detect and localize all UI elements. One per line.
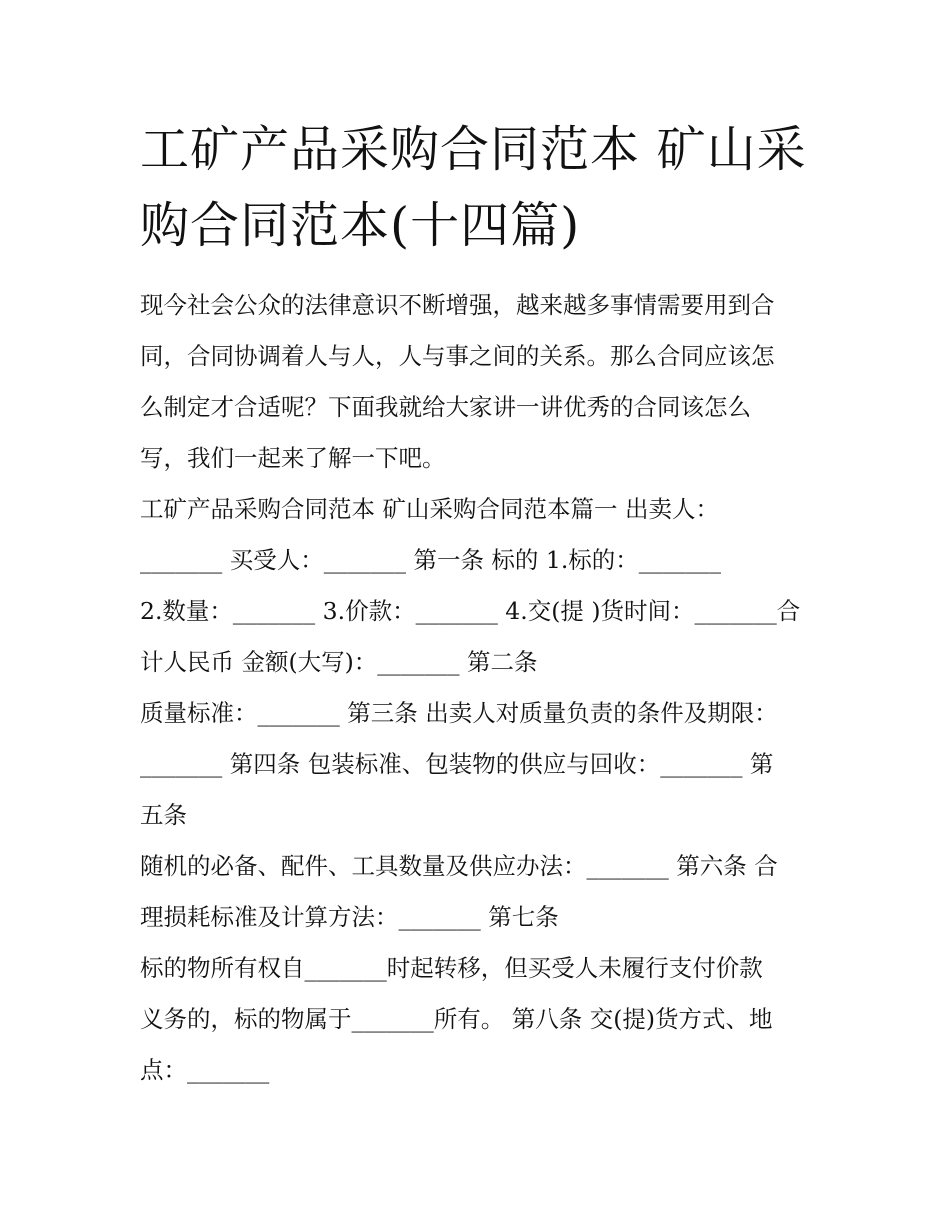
document-title — [140, 112, 812, 264]
body-line: 同，合同协调着人与人，人与事之间的关系。那么合同应该怎 — [140, 342, 775, 370]
document-body — [140, 280, 812, 1096]
body-line: 理损耗标准及计算方法：_______ 第七条 — [140, 903, 559, 931]
body-line: 点：_______ — [140, 1056, 270, 1084]
body-line: 计人民币 金额(大写)：_______ 第二条 — [140, 648, 538, 676]
body-line: _______ 买受人：_______ 第一条 标的 1.标的：_______ — [140, 546, 722, 574]
body-line: _______ 第四条 包装标准、包装物的供应与回收：_______ 第 — [140, 750, 774, 778]
body-line: 2.数量：_______ 3.价款：_______ 4.交(提 )货时间：_______合 — [140, 597, 801, 625]
body-line: 随机的必备、配件、工具数量及供应办法：_______ 第六条 合 — [140, 852, 778, 880]
body-line: 五条 — [140, 801, 187, 829]
body-line: 么制定才合适呢？下面我就给大家讲一讲优秀的合同该怎么 — [140, 393, 751, 421]
title-line: 购合同范本(十四篇) — [140, 197, 581, 254]
body-line: 写，我们一起来了解一下吧。 — [140, 444, 446, 472]
body-line: 质量标准：_______ 第三条 出卖人对质量负责的条件及期限： — [140, 699, 778, 727]
body-line: 义务的，标的物属于_______所有。 第八条 交(提)货方式、地 — [140, 1005, 773, 1033]
title-line: 工矿产品采购合同范本 矿山采 — [140, 121, 807, 178]
body-line: 工矿产品采购合同范本 矿山采购合同范本篇一 出卖人： — [140, 495, 719, 523]
document-page — [140, 112, 812, 1096]
body-line: 标的物所有权自_______时起转移，但买受人未履行支付价款 — [140, 954, 763, 982]
body-line: 现今社会公众的法律意识不断增强，越来越多事情需要用到合 — [140, 291, 775, 319]
